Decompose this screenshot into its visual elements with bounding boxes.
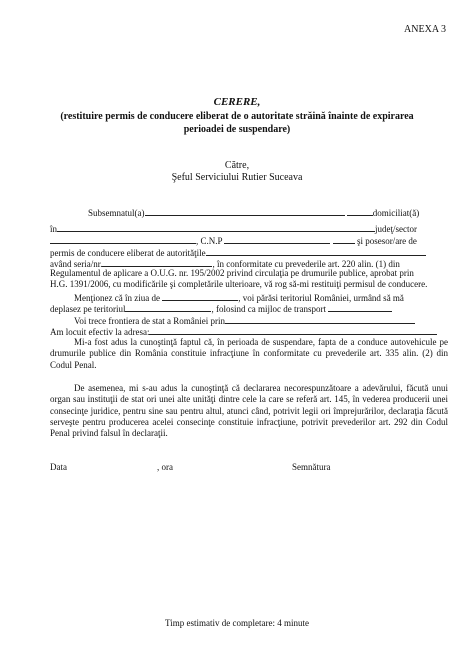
signature-label: Semnătura — [292, 462, 331, 472]
issuing-authority-field[interactable] — [206, 246, 426, 256]
line-teritoriul: deplasez pe teritoriul , folosind ca mijloc de transport — [50, 302, 392, 315]
line-domiciliu: în judeţ/sector — [50, 224, 418, 234]
line-cnp: , C.N.P şi posesor/are de — [50, 234, 417, 247]
cnp-field-extra[interactable] — [333, 234, 355, 244]
recipient-to: Către, — [224, 160, 250, 171]
line-ziua: Menţionez că în ziua de , voi părăsi teritoriul României, urmând să mă — [74, 293, 404, 303]
county-field[interactable] — [50, 234, 196, 244]
recipient-name: Şeful Serviciului Rutier Suceava — [171, 172, 303, 183]
border-crossing-field[interactable] — [225, 314, 415, 324]
line-regulament: Regulamentul de aplicare a O.U.G. nr. 195/2002 privind circulaţia pe drumurile publice, aprobat prin — [50, 268, 414, 278]
residence-address-field[interactable] — [149, 325, 437, 335]
form-subtitle: (restituire permis de conducere eliberat de o autoritate străină înainte de expirarea perioadei de suspendare) — [60, 111, 414, 135]
time-label: , ora — [157, 462, 173, 472]
line-subsemnatul: Subsemnatul(a) domiciliat(ă) — [88, 208, 420, 218]
cnp-field[interactable] — [224, 234, 330, 244]
destination-field[interactable] — [125, 302, 211, 312]
line-adresa: Am locuit efectiv la adresa: — [50, 325, 437, 338]
name-field[interactable] — [145, 206, 345, 216]
paragraph-declaratie: De asemenea, mi s-au adus la cunoştinţă că declararea necorespunzătoare a adevărului, făcută unui organ sau instituţii de stat ori unei alte unităţi dintre cele la care se referă art. 145, în vederea producerii unei consecinţe juridice, pentru sine sau pentru altul, atunci când, potrivit legii ori împrejurărilor, declaraţia făcută serveşte pentru producerea acelei consecinţe constituie infracţiune, potrivit prevederilor art. 292 din Codul Penal privind falsul în declaraţii. — [50, 383, 448, 439]
paragraph-suspendare: Mi-a fost adus la cunoştinţă faptul că, în perioada de suspendare, fapta de a conduce autovehicule pe drumurile publice din România constituie infracţiune în conformitate cu prevederile art. 335 alin. (2) din Codul Penal. — [50, 337, 448, 370]
line-frontiera: Voi trece frontiera de stat a României prin — [74, 314, 415, 327]
name-field-extra[interactable] — [347, 206, 373, 216]
departure-date-field[interactable] — [162, 291, 238, 301]
transport-field[interactable] — [328, 302, 392, 312]
form-title: CERERE, — [213, 96, 261, 108]
license-number-field[interactable] — [102, 257, 212, 267]
address-field[interactable] — [57, 222, 375, 232]
estimated-time: Timp estimativ de completare: 4 minute — [165, 618, 309, 628]
line-hg: H.G. 1391/2006, cu modificările şi completările ulterioare, vă rog să-mi restituiţi permisul de conducere. — [50, 279, 428, 289]
date-label: Data — [50, 462, 67, 472]
annex-label: ANEXA 3 — [404, 24, 446, 35]
line-permis: permis de conducere eliberat de autorităţile — [50, 246, 426, 259]
line-seria: având seria/nr. , în conformitate cu prevederile art. 220 alin. (1) din — [50, 259, 400, 269]
